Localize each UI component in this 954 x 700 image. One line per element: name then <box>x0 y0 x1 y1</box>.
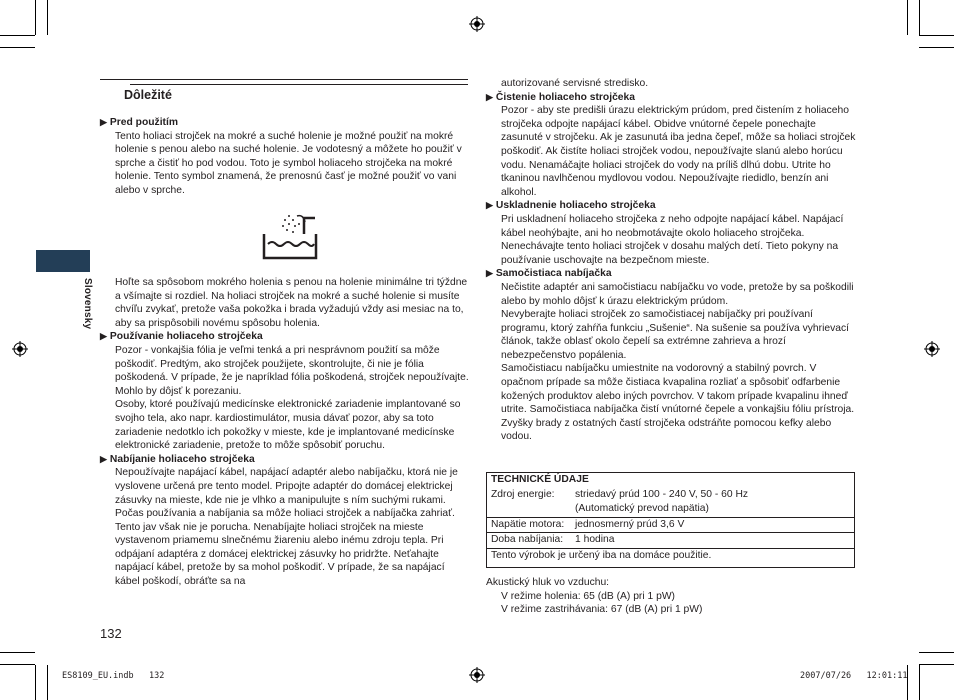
tech-specs-box <box>486 472 855 568</box>
tech-value: jednosmerný prúd 3,6 V <box>575 518 685 530</box>
bullet-triangle-icon: ▶ <box>486 200 493 211</box>
crop-mark <box>35 665 36 700</box>
crop-mark <box>47 665 48 700</box>
language-tab-label: Slovensky <box>82 278 93 330</box>
page-number: 132 <box>100 626 122 641</box>
tech-label: Doba nabíjania: <box>491 534 564 545</box>
paragraph: Pozor - vonkajšia fólia je veľmi tenká a pri nesprávnom použití sa môže poškodiť. Predtým, ako strojček použijete, skontrolujte, či nie je fólia poškodená. V prípade, že je napríklad fólia poškodená, strojček nepoužívajte. Mohlo by dôjsť k porezaniu. <box>115 344 469 397</box>
crop-mark <box>0 652 35 653</box>
subsection-title: ▶ Uskladnenie holiaceho strojčeka <box>486 200 656 212</box>
bullet-triangle-icon: ▶ <box>100 453 107 464</box>
tech-power-row <box>487 488 854 503</box>
paragraph: Hoľte sa spôsobom mokrého holenia s penou na holenie minimálne tri týždne a všímajte si rozdiel. Na holiaci strojček na mokré a suché holenie si musíte chvíľu zvykať, pretože vaša pokožka i brada vyžadujú vždy asi mesiac na to, aby sa prispôsobili novému spôsobu holenia. <box>115 277 468 329</box>
subsection-title: ▶ Čistenie holiaceho strojčeka <box>486 91 635 103</box>
crop-mark <box>919 652 954 653</box>
bullet-triangle-icon: ▶ <box>486 268 493 279</box>
crop-mark <box>919 664 954 665</box>
paragraph: Pozor - aby ste predišli úrazu elektrickým prúdom, pred čistením z holiaceho strojčeka odpojte napájací kábel. Obidve vnútorné čepele ponechajte zasunuté v strojčeku. Ak je zasunutá iba jedna čepeľ, môže sa holiaci strojček poškodiť. Ak čistíte holiaci strojček vodou, nepoužívajte slanú alebo horúcu vodu. Nenamáčajte holiaci strojček do vody na príliš dlhú dobu. Utrite ho tkaninou navlhčenou mydlovou vodou. Nepoužívajte riedidlo, benzín ani alkohol. <box>501 105 856 198</box>
right-column <box>486 77 856 444</box>
tech-value: (Automatický prevod napätia) <box>575 503 709 514</box>
tech-value: 1 hodina <box>575 534 615 545</box>
subsection-title: ▶ Pred použitím <box>100 117 178 128</box>
header-rule <box>130 84 468 85</box>
crop-mark <box>919 47 954 48</box>
noise-section <box>486 576 856 617</box>
tech-power-row-2 <box>487 502 854 517</box>
noise-line: V režime zastrihávania: 67 (dB (A) pri 1 pW) <box>501 604 703 616</box>
crop-mark <box>35 0 36 35</box>
crop-mark <box>919 35 954 36</box>
language-tab-bar <box>36 250 90 272</box>
noise-line: V režime holenia: 65 (dB (A) pri 1 pW) <box>501 590 675 602</box>
tech-label: Zdroj energie: <box>491 488 555 500</box>
crop-mark <box>0 664 35 665</box>
paragraph: Samočistiacu nabíjačku umiestnite na vodorovný a stabilný povrch. V opačnom prípade sa môže čistiaca kvapalina rozliať a spôsobiť odfarbenie kožených produktov alebo iných povrchov. V takom prípade kvapalinu ihneď utrite. Samočistiaca nabíjačka čistí vnútorné čepele a vonkajšiu fóliu prístroja. Zvyšky brady z ostatných častí strojčeka odstráňte pomocou kefky alebo vodou. <box>501 363 855 443</box>
tech-label: Napätie motora: <box>491 518 565 530</box>
tech-note-row: Tento výrobok je určený iba na domáce použitie. <box>487 548 854 564</box>
registration-mark-icon <box>469 667 485 683</box>
shower-bath-icon <box>259 212 321 262</box>
section-heading: Dôležité <box>124 88 172 102</box>
bullet-triangle-icon: ▶ <box>100 331 107 342</box>
subsection-title: ▶ Samočistiaca nabíjačka <box>486 268 612 280</box>
tech-value: striedavý prúd 100 - 240 V, 50 - 60 Hz <box>575 488 749 500</box>
crop-mark <box>919 665 920 700</box>
bullet-triangle-icon: ▶ <box>100 117 107 127</box>
crop-mark <box>47 0 48 35</box>
noise-title: Akustický hluk vo vzduchu: <box>486 577 610 588</box>
footer-timestamp: 2007/07/26 12:01:11 <box>800 671 908 681</box>
paragraph: autorizované servisné stredisko. <box>501 78 649 89</box>
subsection-title: ▶ Nabíjanie holiaceho strojčeka <box>100 453 255 465</box>
paragraph: Tento holiaci strojček na mokré a suché holenie je možné použiť na mokré holenie s penou alebo na suché holenie. Je vodotesný a môžete ho použiť v sprche a čistiť ho pod vodou. Toto je symbol holiaceho strojčeka na mokré holenie. Tento symbol znamená, že prenosnú časť je možné použiť vo vani alebo v sprche. <box>115 130 462 196</box>
left-column-lower <box>100 276 470 589</box>
registration-mark-icon <box>924 341 940 357</box>
paragraph: Nečistite adaptér ani samočistiacu nabíjačku vo vode, pretože by sa poškodili alebo by mohlo dôjsť k úrazu elektrickým prúdom. <box>501 281 854 307</box>
paragraph: Pri uskladnení holiaceho strojčeka z neho odpojte napájací kábel. Napájací kábel neohýbajte, ani ho neobmotávajte okolo holiaceho strojčeka. Nenechávajte tento holiaci strojček v dosahu malých detí. Tieto pokyny na používanie uschovajte na bezpečnom mieste. <box>501 213 844 266</box>
footer-file-info: ES8109_EU.indb 132 <box>62 671 165 681</box>
registration-mark-icon <box>12 341 28 357</box>
registration-mark-icon <box>469 16 485 32</box>
crop-mark <box>907 0 908 35</box>
tech-charge-row <box>487 532 854 548</box>
subsection-title: ▶ Používanie holiaceho strojčeka <box>100 331 263 343</box>
tech-title-row: TECHNICKÉ ÚDAJE <box>491 474 589 485</box>
paragraph: Osoby, ktoré používajú medicínske elektronické zariadenie implantované so svojho tela, ako napr. kardiostimulátor, musia dávať pozor, aby sa toto zariadenie nedotklo ich pokožky v mieste, kde je implantované medicínske elektronické zariadenie, pretože to môže spôsobiť poruchu. <box>115 399 461 452</box>
paragraph: Nepoužívajte napájací kábel, napájací adaptér alebo nabíjačku, ktorá nie je vyslovene určená pre tento model. Pripojte adaptér do domácej elektrickej zásuvky na mieste, kde nie je vlhko a manipulujte s ním suchými rukami. Počas používania a nabíjania sa môže holiaci strojček a nabíjačka zahriať. Tento jav však nie je porucha. Nenabíjajte holiaci strojček na mieste vystavenom priamemu slnečnému žiareniu alebo inému zdroju tepla. Pri odpájaní adaptéra z domácej elektrickej zásuvky ho pridržte. Neťahajte napájací kábel, pretože by sa mohol poškodiť. V prípade, že sa napájací kábel poškodí, obráťte sa na <box>115 467 458 588</box>
header-rule <box>100 79 468 80</box>
paragraph: Nevyberajte holiaci strojček zo samočistiacej nabíjačky pri používaní programu, ktorý zahŕňa funkciu „Sušenie“. Na sušenie sa používa vyhrievací článok, takže oblasť okolo čepelí sa extrémne zahrieva a hrozí nebezpečenstvo popálenia. <box>501 309 849 361</box>
tech-motor-row <box>487 517 854 533</box>
crop-mark <box>0 35 35 36</box>
bullet-triangle-icon: ▶ <box>486 91 493 102</box>
left-column <box>100 116 470 198</box>
crop-mark <box>0 47 35 48</box>
crop-mark <box>919 0 920 35</box>
